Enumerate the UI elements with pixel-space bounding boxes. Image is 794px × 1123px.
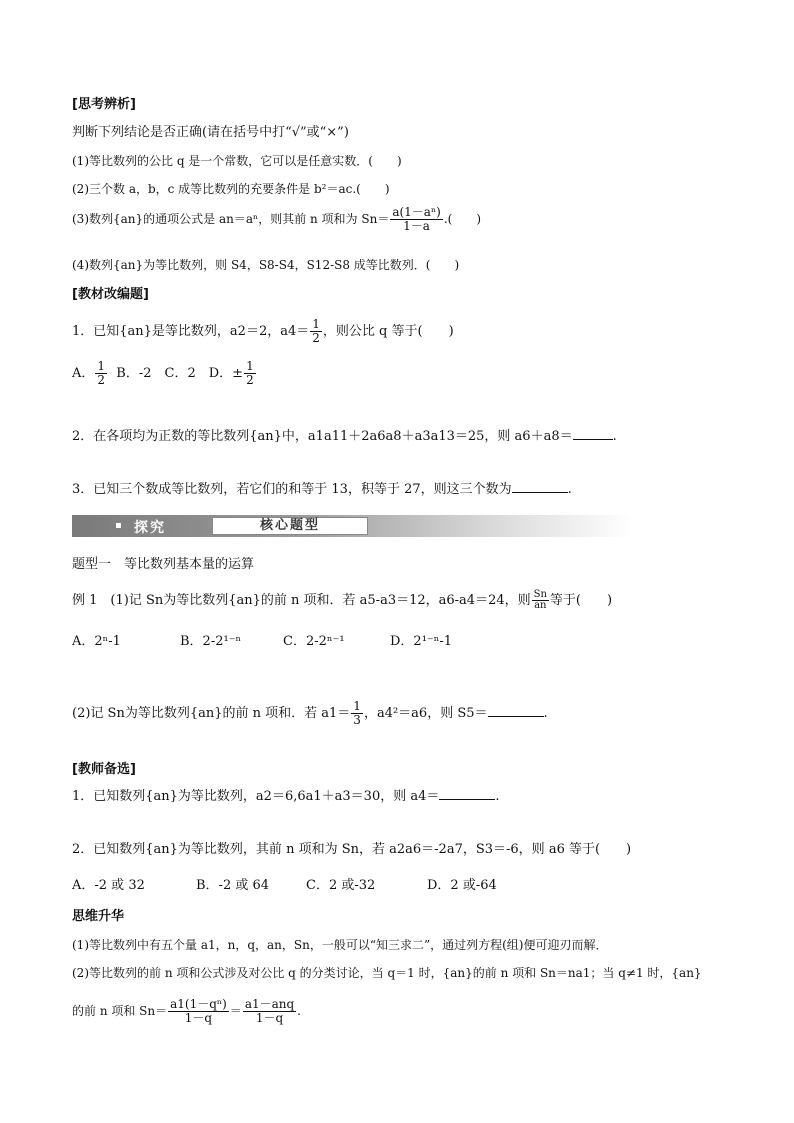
example-1-option-d: D．2¹⁻ⁿ-1: [390, 634, 453, 649]
summary-paragraph-3: [72, 998, 301, 1025]
thinking-item-4: (4)数列{an}为等比数列，则 S4，S8-S4，S12-S8 成等比数列．( ): [72, 258, 460, 272]
example-1-part-1: [72, 590, 612, 611]
summary-paragraph-1: (1)等比数列中有五个量 a1，n，q，an，Sn，一般可以“知三求二”，通过列方程(组)便可迎刃而解．: [72, 938, 608, 952]
fraction-denominator: 1－q: [184, 1011, 213, 1025]
textbook-q3-end: .: [567, 482, 572, 497]
fraction-denominator: 2: [312, 331, 320, 345]
teacher-q2: 2．已知数列{an}为等比数列，其前 n 项和为 Sn，若 a2a6＝-2a7，S3＝-6，则 a6 等于( ): [72, 842, 632, 857]
teacher-q2-option-c: C．2 或-32: [306, 878, 376, 893]
thinking-intro: 判断下列结论是否正确(请在括号中打“√”或“×”): [72, 125, 349, 140]
fraction-denominator: an: [534, 600, 547, 611]
answer-blank[interactable]: [573, 438, 613, 440]
answer-blank[interactable]: [512, 491, 568, 493]
textbook-q1-text: 1．已知{an}是等比数列，a2＝2，a4＝: [72, 324, 310, 339]
fraction: [95, 360, 107, 387]
fraction: [168, 998, 229, 1025]
example-1-option-c: C．2-2ⁿ⁻¹: [283, 634, 345, 649]
textbook-q1: [72, 318, 454, 345]
teacher-q2-option-a: A．-2 或 32: [72, 878, 145, 893]
teacher-q2-option-b: B．-2 或 64: [196, 878, 270, 893]
fraction-numerator: 1: [312, 317, 320, 331]
section-header-teacher: [教师备选]: [72, 762, 136, 777]
example-1-end: 等于( ): [549, 593, 613, 608]
fraction-denominator: 2: [246, 373, 254, 387]
answer-blank[interactable]: [439, 798, 495, 800]
answer-blank[interactable]: [488, 715, 544, 717]
example-1-text: 例 1 (1)记 Sn为等比数列{an}的前 n 项和．若 a5-a3＝12，a6-a4＝24，则: [72, 593, 531, 608]
type1-title: 题型一 等比数列基本量的运算: [72, 557, 255, 572]
banner-title-left: 探究: [134, 520, 166, 536]
fraction-denominator: 1－a: [403, 219, 430, 233]
fraction-numerator: Sn: [533, 589, 547, 600]
example-1-part-2-mid: ，a4²＝a6，则 S5＝: [363, 706, 488, 721]
fraction: [310, 318, 322, 345]
summary-title: 思维升华: [72, 909, 125, 924]
summary-paragraph-3-end: .: [297, 1004, 301, 1018]
textbook-q1-end: ，则公比 q 等于( ): [322, 324, 454, 339]
thinking-item-2: (2)三个数 a，b，c 成等比数列的充要条件是 b²＝ac.( ): [72, 182, 390, 196]
fraction: [243, 998, 296, 1025]
equals-sign: ＝: [229, 1004, 242, 1018]
teacher-q1-text: 1．已知数列{an}为等比数列，a2＝6,6a1＋a3＝30，则 a4＝: [72, 789, 440, 804]
example-1-part-2-text: (2)记 Sn为等比数列{an}的前 n 项和．若 a1＝: [72, 706, 351, 721]
fraction-numerator: a(1－aⁿ): [392, 205, 441, 219]
options-bcd: B．-2 C．2 D．±: [116, 366, 244, 381]
thinking-item-3-end: .( ): [443, 212, 482, 226]
textbook-q1-options: [72, 360, 257, 387]
thinking-item-3: [72, 206, 481, 233]
fraction-numerator: a1－anq: [244, 997, 295, 1011]
banner-title-right: 核心题型: [212, 517, 368, 535]
square-icon: [116, 523, 121, 528]
textbook-q2: [72, 428, 617, 446]
example-1-part-2-end: .: [543, 706, 548, 721]
textbook-q3: [72, 481, 572, 499]
teacher-q1: [72, 788, 500, 806]
summary-paragraph-2: (2)等比数列的前 n 项和公式涉及对公比 q 的分类讨论，当 q＝1 时，{an}的前 n 项和 Sn＝na1；当 q≠1 时，{an}: [72, 966, 702, 980]
textbook-q3-text: 3．已知三个数成等比数列，若它们的和等于 13，积等于 27，则这三个数为: [72, 482, 512, 497]
fraction: [351, 700, 363, 727]
example-1-option-b: B．2-2¹⁻ⁿ: [180, 634, 242, 649]
fraction-numerator: 1: [97, 359, 106, 373]
section-banner: [72, 515, 632, 537]
fraction-denominator: 2: [97, 373, 106, 387]
textbook-q2-text: 2．在各项均为正数的等比数列{an}中，a1a11＋2a6a8＋a3a13＝25，则 a6＋a8＝: [72, 429, 573, 444]
section-header-textbook: [教材改编题]: [72, 287, 149, 302]
fraction: [244, 360, 256, 387]
fraction-denominator: 1－q: [255, 1011, 284, 1025]
fraction: [390, 206, 443, 233]
thinking-item-1: (1)等比数列的公比 q 是一个常数，它可以是任意实数．( ): [72, 154, 402, 168]
fraction-denominator: 3: [353, 713, 361, 727]
option-a-label: A．: [72, 366, 95, 381]
example-1-part-2: [72, 700, 548, 727]
thinking-item-3-text: (3)数列{an}的通项公式是 an＝aⁿ，则其前 n 项和为 Sn＝: [72, 212, 390, 226]
teacher-q1-end: .: [495, 789, 500, 804]
fraction: [532, 590, 549, 611]
example-1-option-a: A．2ⁿ-1: [72, 634, 121, 649]
section-header-thinking: [思考辨析]: [72, 97, 136, 112]
textbook-q2-end: .: [612, 429, 617, 444]
teacher-q2-option-d: D．2 或-64: [427, 878, 497, 893]
fraction-numerator: 1: [353, 699, 361, 713]
fraction-numerator: a1(1－qⁿ): [170, 997, 227, 1011]
summary-paragraph-3-text: 的前 n 项和 Sn＝: [72, 1004, 168, 1018]
fraction-numerator: 1: [246, 359, 254, 373]
